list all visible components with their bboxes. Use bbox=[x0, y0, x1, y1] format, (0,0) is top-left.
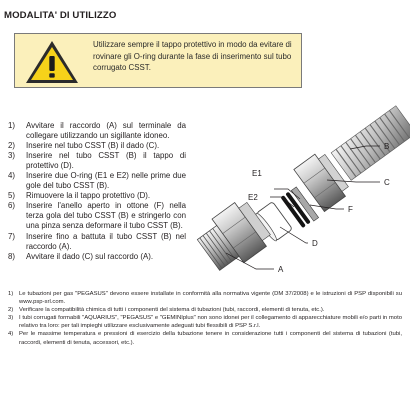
note-item-number: 2) bbox=[8, 307, 14, 314]
label-f: F bbox=[348, 205, 353, 214]
step-item-text: Rimuovere la il tappo protettivo (D). bbox=[26, 191, 151, 201]
step-item-text: Inserire nel tubo CSST (B) il dado (C). bbox=[26, 141, 160, 151]
steps-list bbox=[8, 121, 186, 262]
label-a: A bbox=[278, 265, 284, 274]
step-item bbox=[8, 151, 186, 171]
step-item bbox=[8, 252, 186, 262]
note-item bbox=[8, 314, 402, 330]
label-e1: E1 bbox=[252, 169, 262, 178]
step-item-number: 8) bbox=[8, 251, 16, 261]
note-item-number: 4) bbox=[8, 331, 14, 338]
note-item bbox=[8, 330, 402, 346]
notes-list bbox=[8, 290, 402, 347]
step-item-number: 1) bbox=[8, 121, 16, 130]
warning-box bbox=[14, 33, 302, 88]
note-item bbox=[8, 306, 402, 314]
step-item bbox=[8, 201, 186, 231]
note-item bbox=[8, 290, 402, 306]
note-item-text: I tubi corrugati formabili "AQUARIUS", "PEGASUS" e "GEMINIplus" non sono idonei per il collegamento di apparecchiature mobili e/o parti in moto relativo tra loro: per tali impieghi utilizzare esclusivamente adeguati tubi flessibili di PSP S.r.l. bbox=[19, 315, 402, 330]
step-item-number: 3) bbox=[8, 151, 16, 161]
warning-text: Utilizzare sempre il tappo protettivo in modo da evitare di rovinare gli O-ring durante la fase di inserimento sul tubo corrugato CSST. bbox=[93, 40, 292, 73]
step-item-number: 7) bbox=[8, 231, 16, 241]
note-item-number: 3) bbox=[8, 315, 14, 322]
label-c: C bbox=[384, 178, 390, 187]
step-item-text: Inserire l'anello aperto in ottone (F) nella terza gola del tubo CSST (B) e stringerlo con una pinza senza deformare il tubo CSST (B). bbox=[26, 201, 186, 231]
step-item bbox=[8, 191, 186, 201]
note-item-text: Verificare la compatibilità chimica di tutti i componenti del sistema di tubazioni (tubi, raccordi, elementi di tenuta, etc.). bbox=[19, 307, 325, 314]
step-item-text: Inserire due O-ring (E1 e E2) nelle prime due gole del tubo CSST (B). bbox=[26, 171, 186, 191]
page-title: MODALITA' DI UTILIZZO bbox=[4, 10, 117, 21]
fitting-exploded-diagram bbox=[196, 103, 410, 285]
step-item-text: Inserire fino a battuta il tubo CSST (B) nel raccordo (A). bbox=[26, 231, 186, 251]
step-item bbox=[8, 121, 186, 141]
step-item bbox=[8, 171, 186, 191]
label-b: B bbox=[384, 142, 390, 151]
step-item-number: 4) bbox=[8, 171, 16, 181]
label-e2: E2 bbox=[248, 193, 258, 202]
note-item-number: 1) bbox=[8, 291, 14, 297]
label-d: D bbox=[312, 239, 318, 248]
warning-triangle-icon bbox=[24, 39, 80, 85]
note-item-text: Per le massime temperatura e pressioni di esercizio della tubazione tenere in considerazione tutti i componenti del sistema di tubazioni (tubi, raccordi, elementi di tenuta, accessori, etc.). bbox=[19, 331, 402, 346]
step-item-number: 2) bbox=[8, 141, 16, 151]
step-item bbox=[8, 232, 186, 252]
step-item-text: Avvitare il dado (C) sul raccordo (A). bbox=[26, 251, 154, 261]
csst-pipe-b bbox=[331, 106, 410, 181]
step-item-text: Avvitare il raccordo (A) sul terminale da collegare utilizzando un sigillante idoneo. bbox=[26, 121, 186, 141]
step-item bbox=[8, 141, 186, 151]
note-item-text: Le tubazioni per gas "PEGASUS" devono essere installate in conformità alla normativa vigente (DM 37/2008) e le istruzioni di PSP disponibili su www.psp-srl.com. bbox=[19, 291, 402, 306]
step-item-number: 6) bbox=[8, 201, 16, 211]
step-item-text: Inserire nel tubo CSST (B) il tappo di protettivo (D). bbox=[26, 151, 186, 171]
step-item-number: 5) bbox=[8, 191, 16, 201]
